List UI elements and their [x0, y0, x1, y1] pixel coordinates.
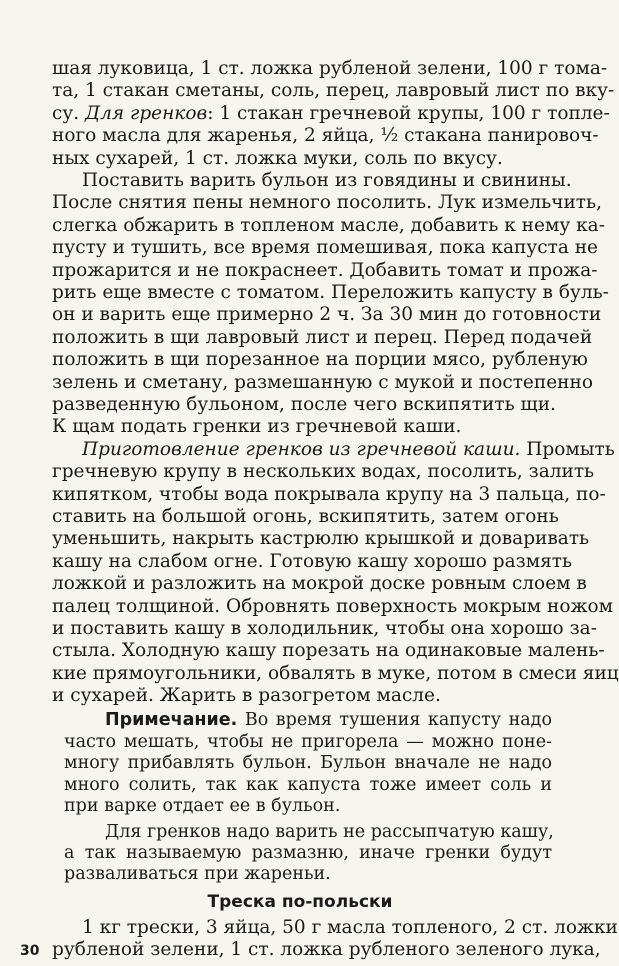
text-line: уменьшить, накрыть кастрюлю крышкой и доваривать: [52, 528, 590, 550]
text-line: слегка обжарить в топленом масле, добавить к нему ка-: [52, 214, 605, 236]
text-line: шая луковица, 1 ст. ложка рубленой зелени, 100 г тома-: [52, 58, 608, 79]
text-line: положить в щи лавровый лист и перец. Перед подачей: [52, 326, 593, 348]
note-line: много солить, так как капуста тоже имеет соль и: [64, 774, 552, 795]
text-line: К щам подать гренки из гречневой каши.: [52, 416, 462, 438]
note-line: при варке отдает ее в бульон.: [64, 796, 341, 816]
note-line: часто мешать, чтобы не пригорела — можно поне-: [64, 731, 552, 752]
text-line: палец толщиной. Обровнять поверхность мокрым ножом: [52, 595, 614, 617]
text-line: ного масла для жаренья, 2 яйца, ½ стакана панировоч-: [52, 125, 599, 147]
text-line: зелень и сметану, размешанную с мукой и постепенно: [52, 371, 593, 393]
text-line: он и варить еще примерно 2 ч. За 30 мин до готовности: [52, 304, 602, 326]
recipe-heading: Треска по-польски: [207, 892, 393, 912]
text-fragment: Во время тушения капусту надо: [237, 710, 552, 730]
text-line: положить в щи порезанное на порции мясо, рубленую: [52, 349, 588, 371]
paragraph-start: [82, 438, 615, 462]
text-line: ставить на большой огонь, вскипятить, затем огонь: [52, 506, 559, 527]
note-line: многу прибавлять бульон. Бульон вначале не надо: [64, 753, 552, 773]
italic-subtitle: Для гренков: [85, 102, 208, 124]
note-label: Примечание.: [105, 710, 238, 730]
text-line: После снятия пены немного посолить. Лук измельчить,: [52, 192, 602, 214]
text-line: кие прямоугольники, обвалять в муке, потом в смеси яиц: [52, 662, 619, 684]
text-fragment: су.: [52, 102, 80, 124]
text-line: ложкой и разложить на мокрой доске ровным слоем в: [52, 573, 587, 595]
text-fragment: : 1 стакан гречневой крупы, 100 г топле-: [207, 102, 610, 124]
text-line: разведенную бульоном, после чего вскипятить щи.: [52, 394, 556, 415]
text-line: прожарится и не покраснеет. Добавить томат и прожа-: [52, 259, 598, 281]
italic-subtitle: Приготовление гренков из гречневой каши.: [82, 438, 521, 460]
text-line: ных сухарей, 1 ст. ложка муки, соль по вкусу.: [52, 147, 503, 169]
paragraph-start: Поставить варить бульон из говядины и свинины.: [82, 170, 572, 191]
note-line: а так называемую размазню, иначе гренки будут: [64, 843, 552, 863]
text-line: и поставить кашу в холодильник, чтобы она хорошо за-: [52, 618, 597, 639]
text-line: гречневую крупу в нескольких водах, посолить, залить: [52, 461, 595, 483]
text-line: [52, 102, 610, 126]
text-fragment: Промыть: [520, 438, 615, 460]
page-number: 30: [20, 943, 40, 959]
text-line: та, 1 стакан сметаны, соль, перец, лавровый лист по вку-: [52, 80, 615, 102]
text-line: пусту и тушить, все время помешивая, пока капуста не: [52, 237, 599, 259]
ingredients-line: рубленой зелени, 1 ст. ложка рубленого зеленого лука,: [52, 939, 601, 960]
text-line: рить еще вместе с томатом. Переложить капусту в буль-: [52, 282, 609, 303]
text-line: и сухарей. Жарить в разогретом масле.: [52, 685, 441, 707]
text-line: стыла. Холодную кашу порезать на одинаковые малень-: [52, 640, 605, 662]
text-line: кашу на слабом огне. Готовую кашу хорошо размять: [52, 550, 573, 572]
note-line: Для гренков надо варить не рассыпчатую кашу,: [105, 822, 554, 842]
note-line: разваливаться при жареньи.: [64, 864, 331, 884]
text-line: кипятком, чтобы вода покрывала крупу на 3 пальца, по-: [52, 483, 606, 505]
ingredients-line: 1 кг трески, 3 яйца, 50 г масла топленого, 2 ст. ложки: [82, 917, 618, 938]
